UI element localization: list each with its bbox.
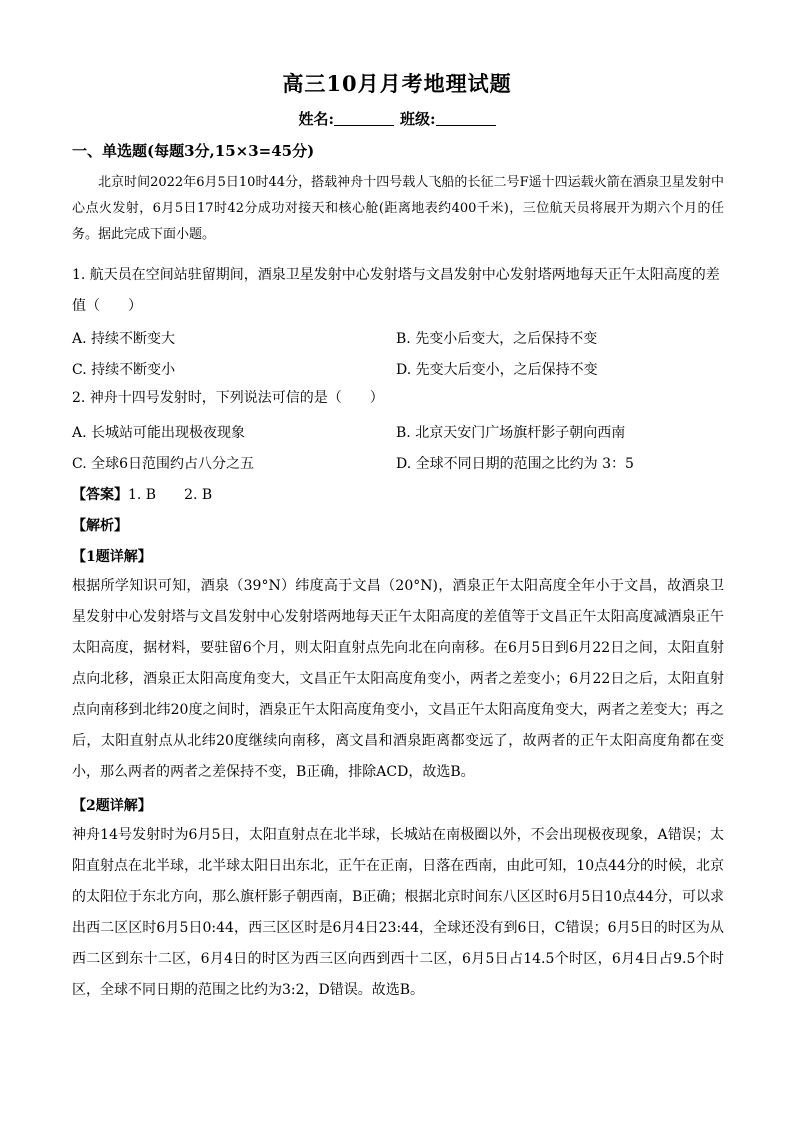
class-label: 班级:: [400, 110, 436, 128]
detail-2-text: 神舟14号发射时为6月5日，太阳直射点在北半球，长城站在南极圈以外，不会出现极夜现象，A错误；太阳直射点在北半球，北半球太阳日出东北，正午在正南，日落在西南，由此可知，10点44分的时候，北京的太阳位于东北方向，那么旗杆影子朝西南，B正确；根据北京时间东八区区时6月5日10点44分，可以求出西二区区时6月5日0:44，西三区区时是6月4日23:44，全球还没有到6日，C错误；6月5日的时区为从西二区到东十二区，6月4日的时区为西三区向西到西十二区，6月5日占14.5个时区，6月4日占9.5个时区，全球不同日期的范围之比约为3:2，D错误。故选B。: [72, 827, 724, 998]
name-label: 姓名:: [298, 110, 334, 128]
section-heading: 一、单选题(每题3分,15×3=45分): [72, 142, 315, 160]
question-2-stem: 2. 神舟十四号发射时，下列说法可信的是（ ）: [72, 390, 384, 406]
name-blank: [334, 111, 394, 126]
answer-line: [72, 484, 212, 504]
question-1-option-a: A. 持续不断变大: [72, 331, 176, 347]
name-class-line: [0, 108, 794, 129]
answer-text: 1. B 2. B: [128, 487, 213, 503]
question-1-stem: 1. 航天员在空间站驻留期间，酒泉卫星发射中心发射塔与文昌发射中心发射塔两地每天正午太阳高度的差值（ ）: [72, 267, 720, 314]
question-2-option-a: A. 长城站可能出现极夜现象: [72, 425, 246, 441]
question-2-option-d: D. 全球不同日期的范围之比约为 3：5: [396, 456, 634, 472]
answer-label: 【答案】: [72, 487, 128, 503]
exam-title: 高三10月月考地理试题: [282, 71, 512, 96]
reading-passage: 北京时间2022年6月5日10时44分，搭载神舟十四号载人飞船的长征二号F遥十四运载火箭在酒泉卫星发射中心点火发射，6月5日17时42分成功对接天和核心舱(距离地表约400千米)，三位航天员将展开为期六个月的任务。据此完成下面小题。: [72, 175, 724, 242]
analysis-label: 【解析】: [72, 518, 128, 534]
question-1-option-b: B. 先变小后变大，之后保持不变: [396, 331, 598, 347]
detail-1-text: 根据所学知识可知，酒泉（39°N）纬度高于文昌（20°N)，酒泉正午太阳高度全年小于文昌，故酒泉卫星发射中心发射塔与文昌发射中心发射塔两地每天正午太阳高度的差值等于文昌正午太阳高度减酒泉正午太阳高度，据材料，要驻留6个月，则太阳直射点先向北在向南移。在6月5日到6月22日之间，太阳直射点向北移，酒泉正太阳高度角变大，文昌正午太阳高度角变小，两者之差变小；6月22日之后，太阳直射点向南移到北纬20度之间时，酒泉正午太阳高度角变小，文昌正午太阳高度角变大，两者之差变大；再之后，太阳直射点从北纬20度继续向南移，离文昌和酒泉距离都变远了，故两者的正午太阳高度角都在变小，那么两者的两者之差保持不变，B正确，排除ACD，故选B。: [72, 578, 724, 780]
question-2-option-c: C. 全球6日范围约占八分之五: [72, 456, 255, 472]
detail-2-label: 【2题详解】: [72, 798, 152, 814]
question-1-option-d: D. 先变大后变小，之后保持不变: [396, 362, 598, 378]
detail-1-label: 【1题详解】: [72, 549, 152, 565]
class-blank: [436, 111, 496, 126]
question-2-option-b: B. 北京天安门广场旗杆影子朝向西南: [396, 425, 626, 441]
question-1-option-c: C. 持续不断变小: [72, 362, 176, 378]
